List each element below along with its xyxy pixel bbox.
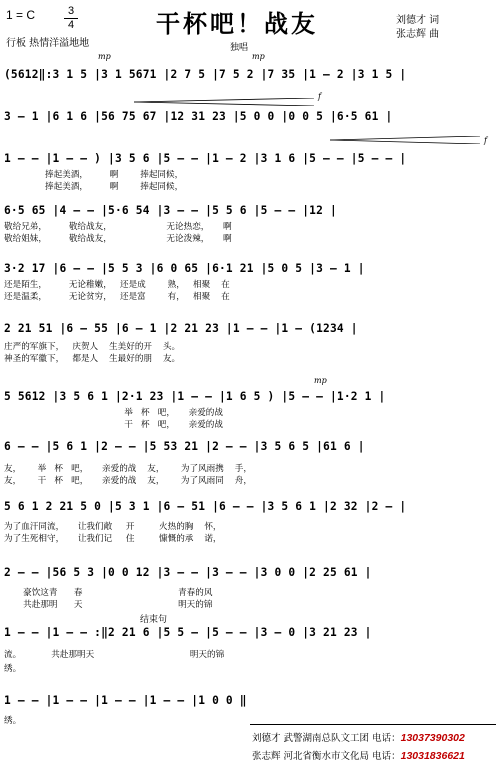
notation-line: 1 — — |1 — — |1 — — |1 — — |1 0 0 ‖ [4, 694, 247, 707]
lyric-verse-2: 神圣的军徽下， 都是人 生最好的朋 友。 [4, 354, 181, 364]
contact-phone: 13037390302 [400, 732, 465, 744]
notation-line: 5 5612 |3 5 6 1 |2·1 23 |1 — — |1 6 5 ) |5 — — |1·2 1 | [4, 390, 386, 403]
lyric-verse-2: 共赴那明 天 明天的锦 [4, 600, 213, 610]
lyric-verse-1: 豪饮这青 春 青春的风 [4, 588, 213, 598]
lyric-verse-1: 绣。 [4, 716, 22, 726]
lyric-verse-1: 敬给兄弟， 敬给战友， 无论热恋， 啊 [4, 222, 232, 232]
lyric-verse-2: 绣。 [4, 664, 22, 674]
dynamic-mark: mp [314, 376, 327, 385]
ending-mark: 结束句 [140, 615, 168, 625]
crescendo-hairpin [330, 136, 480, 141]
notation-line: 3 — 1 |6 1 6 |56 75 67 |12 31 23 |5 0 0 |0 0 5 |6·5 61 | [4, 110, 393, 123]
notation-line: 6·5 65 |4 — — |5·6 54 |3 — — |5 5 6 |5 — — |12 | [4, 204, 337, 217]
credits [396, 14, 439, 42]
contact-name: 刘德才 [252, 733, 281, 744]
lyric-verse-1: 友， 举 杯 吧， 亲爱的战 友， 为了风雨携 手， [4, 464, 252, 474]
notation-line: 1 — — |1 — — ) |3 5 6 |5 — — |1 — 2 |3 1 6 |5 — — |5 — — | [4, 152, 407, 165]
contact-line [252, 748, 465, 762]
notation-line: 6 — — |5 6 1 |2 — — |5 53 21 |2 — — |3 5 6 5 |61 6 | [4, 440, 365, 453]
lyric-verse-2: 捧起美酒， 啊 捧起同候， [4, 182, 184, 192]
notation-line: 5 6 1 2 21 5 0 |5 3 1 |6 — 51 |6 — — |3 5 6 1 |2 32 |2 — | [4, 500, 407, 513]
dynamic-mark: mp [252, 52, 265, 61]
key-signature: 1 = C [6, 8, 36, 22]
lyric-verse-2: 还是温柔， 无论贫穷， 还是富 有， 相聚 在 [4, 292, 230, 302]
time-signature [64, 6, 78, 31]
contact-phone-label: 电话： [372, 733, 401, 744]
lyric-verse-1: 庄严的军旗下， 庆贺人 生美好的开 头。 [4, 342, 181, 352]
footer-divider [250, 724, 496, 725]
solo-mark: 独唱 [230, 43, 249, 53]
lyric-verse-2: 干 杯 吧， 亲爱的战 [4, 420, 223, 430]
lyric-verse-1: 还是陌生， 无论稚嫩， 还是成 熟， 相聚 在 [4, 280, 230, 290]
lyric-verse-1: 捧起美酒， 啊 捧起同候， [4, 170, 184, 180]
composer: 张志辉 曲 [396, 29, 440, 40]
contact-org: 武警湖南总队文工团 [283, 733, 370, 744]
notation-line: 1 — — |1 — — :‖2 21 6 |5 5 — |5 — — |3 — 0 |3 21 23 | [4, 626, 372, 639]
dynamic-mark: f [318, 92, 321, 101]
lyric-verse-1: 为了血汗同流， 让我们敞 开 火热的胸 怀， [4, 522, 222, 532]
notation-line: (5612‖:3 1 5 |3 1 5671 |2 7 5 |7 5 2 |7 35 |1 — 2 |3 1 5 | [4, 68, 407, 81]
contact-name: 张志辉 [252, 751, 281, 762]
contact-phone-label: 电话： [372, 751, 401, 762]
notation-line: 2 — — |56 5 3 |0 0 12 |3 — — |3 — — |3 0 0 |2 25 61 | [4, 566, 372, 579]
dynamic-mark: mp [98, 52, 111, 61]
meter-bottom: 4 [67, 19, 75, 31]
lyric-verse-1: 流。 共赴那明天 明天的锦 [4, 650, 225, 660]
crescendo-hairpin [134, 98, 314, 103]
meter-top: 3 [67, 5, 75, 17]
lyric-verse-2: 敬给姐妹， 敬给战友， 无论泼辣， 啊 [4, 234, 232, 244]
notation-line: 2 21 51 |6 — 55 |6 — 1 |2 21 23 |1 — — |1 — (1234 | [4, 322, 358, 335]
dynamic-mark: f [484, 136, 487, 145]
contact-phone: 13031836621 [400, 750, 465, 762]
lyric-verse-2: 友， 干 杯 吧， 亲爱的战 友， 为了风雨同 舟， [4, 476, 252, 486]
tempo-marking: 行板 热情洋溢地地 [6, 38, 90, 49]
song-title: 干杯吧！战友 [156, 10, 318, 38]
lyric-verse-2: 为了生死相守， 让我们记 住 慷慨的承 诺， [4, 534, 222, 544]
lyric-verse-1: 举 杯 吧， 亲爱的战 [4, 408, 223, 418]
contact-line [252, 730, 465, 744]
contact-org: 河北省衡水市文化局 [283, 751, 370, 762]
notation-line: 3·2 17 |6 — — |5 5 3 |6 0 65 |6·1 21 |5 0 5 |3 — 1 | [4, 262, 365, 275]
lyricist: 刘德才 词 [396, 15, 440, 26]
